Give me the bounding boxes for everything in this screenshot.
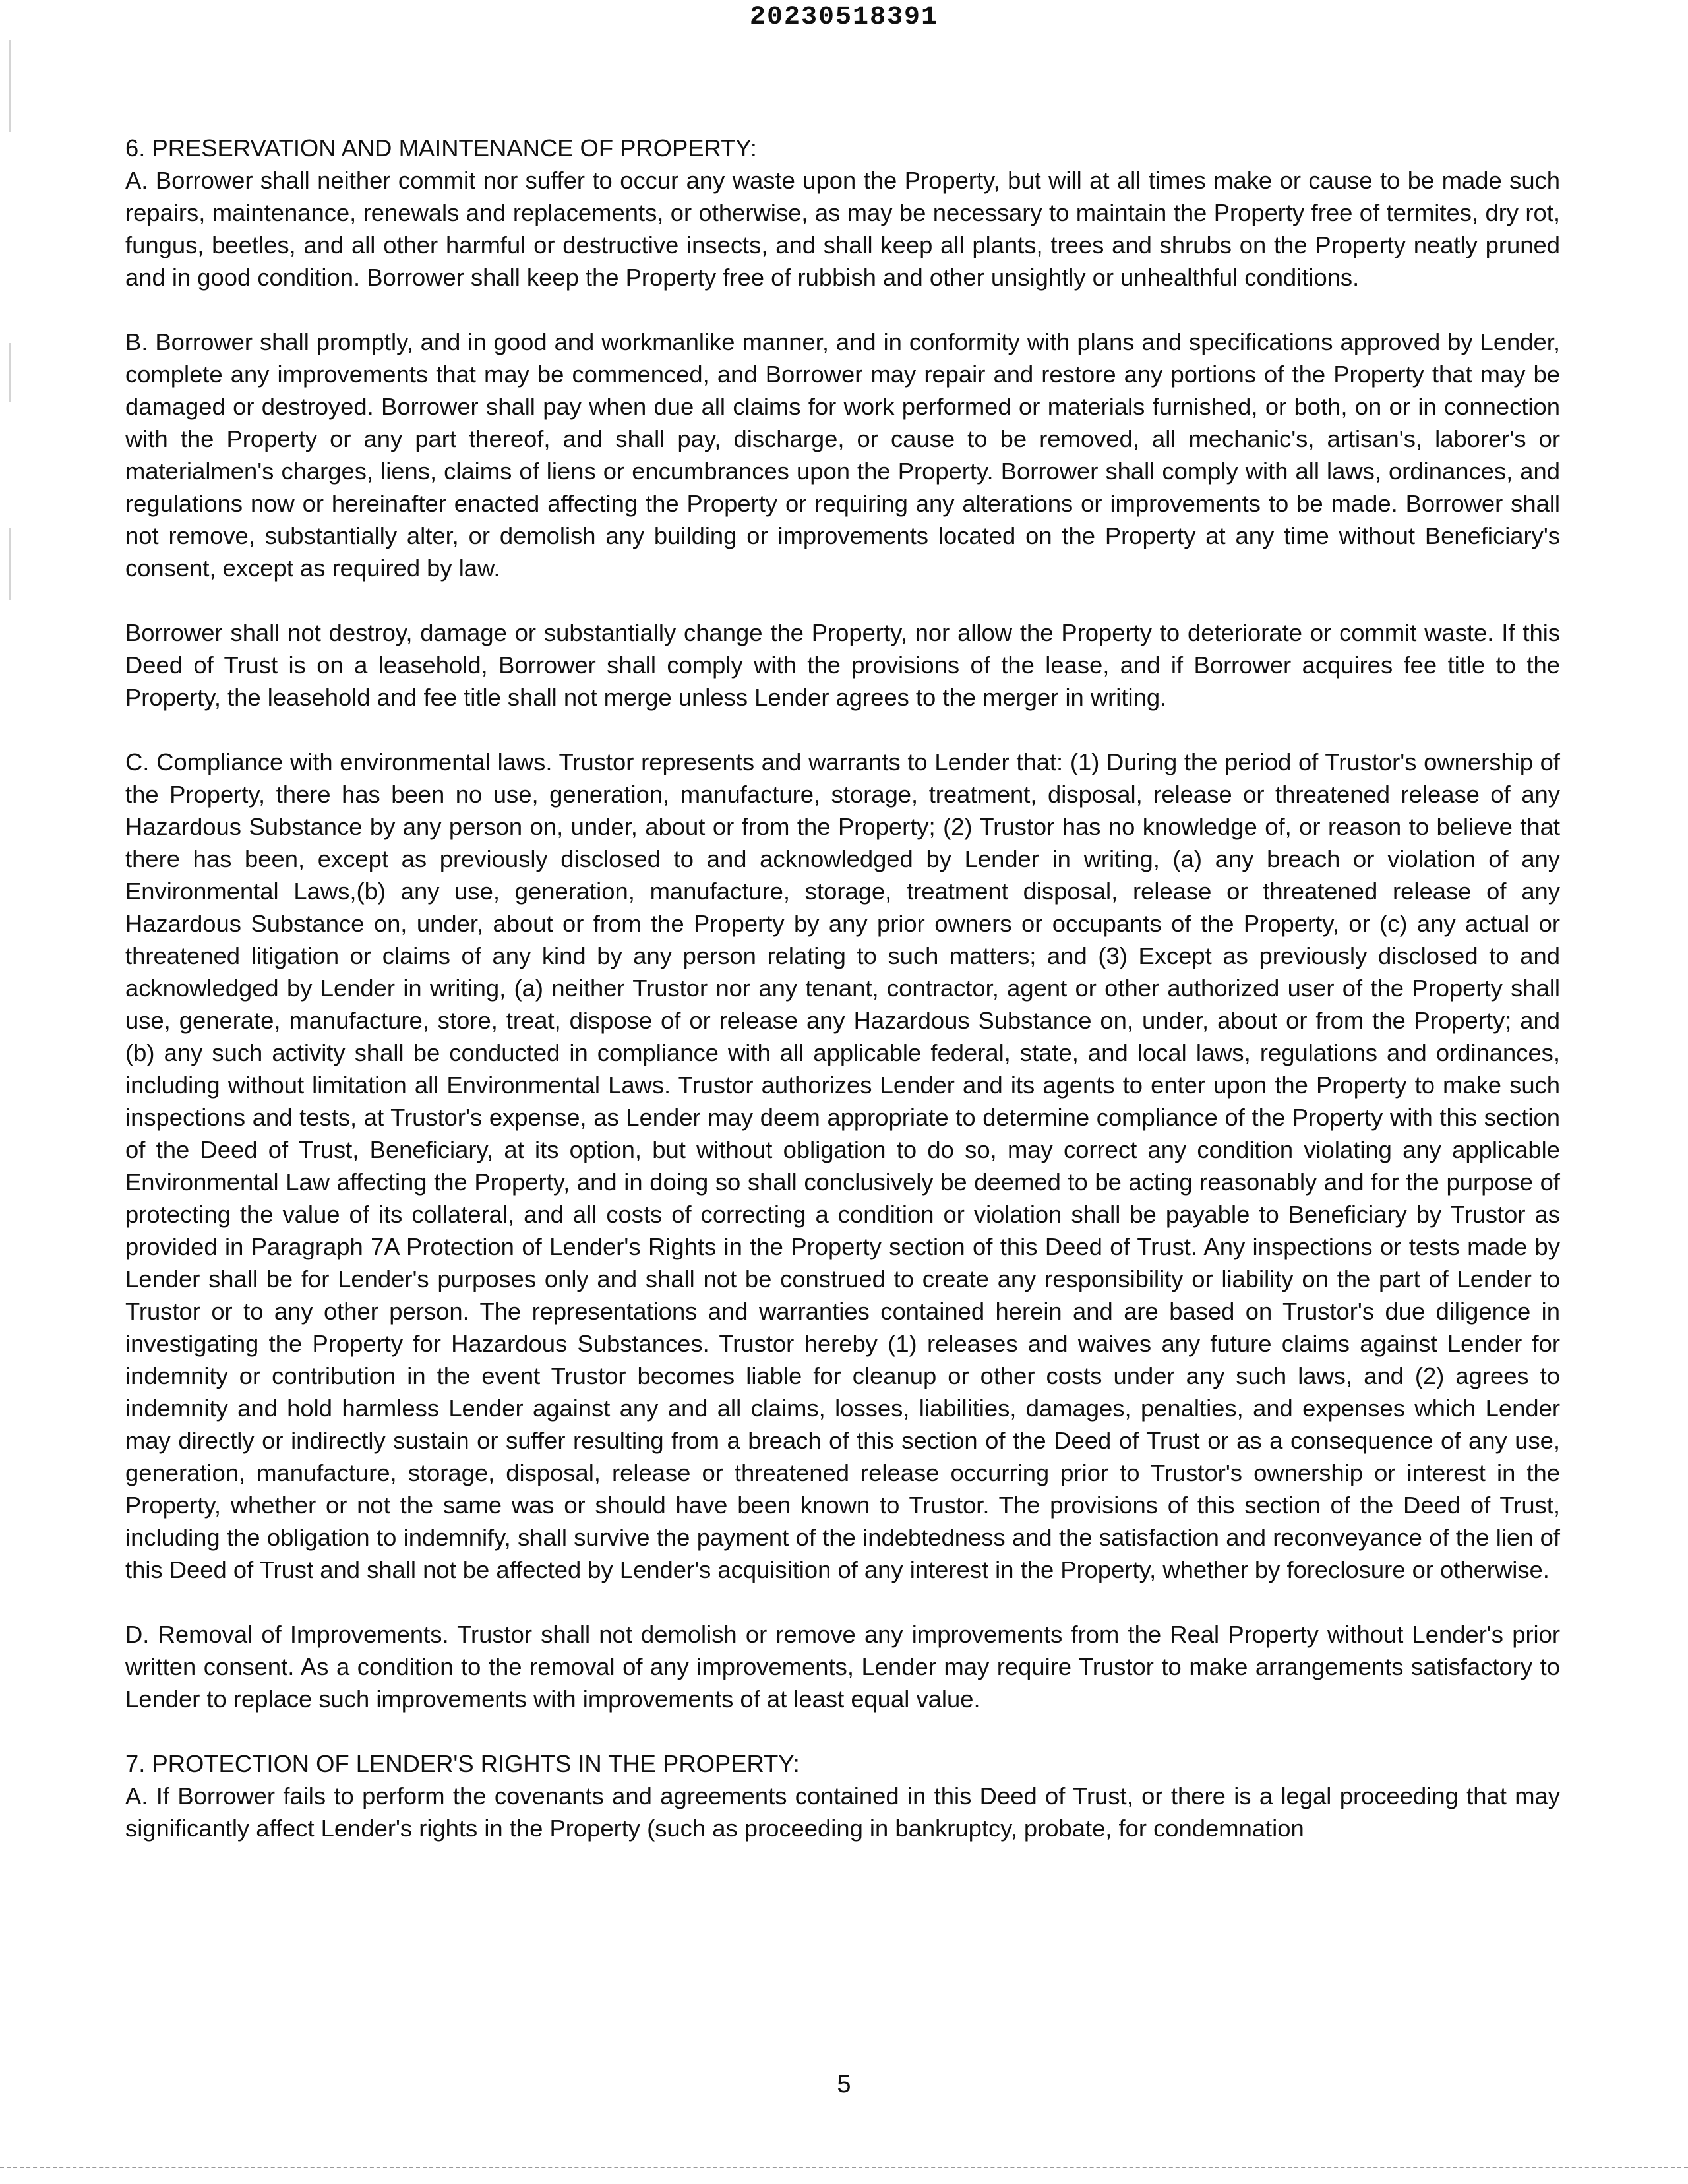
scan-edge-mark <box>9 343 11 402</box>
section-7a-paragraph: A. If Borrower fails to perform the covenants and agreements contained in this Deed of Trust, or there is a legal proceeding that may significantly affect Lender's rights in the Property (such as proceeding in bankruptcy, probate, for condemnation <box>125 1782 1560 1842</box>
section-6-heading: 6. PRESERVATION AND MAINTENANCE OF PROPERTY: <box>125 135 757 162</box>
document-number: 20230518391 <box>749 3 939 32</box>
paragraph-gap <box>125 713 1560 746</box>
section-6c-paragraph: C. Compliance with environmental laws. Trustor represents and warrants to Lender that: (1) During the period of Trustor's ownership of the Property, there has been no use, generation, manufacture, storage, treatment, disposal, release or threatened release of any Hazardous Substance by any person on, under, about or from the Property; (2) Trustor has no knowledge of, or reason to believe that there has been, except as previously disclosed to and acknowledged by Lender in writing, (a) any breach or violation of any Environmental Laws,(b) any use, generation, manufacture, storage, treatment disposal, release or threatened release of any Hazardous Substance on, under, about or from the Property by any prior owners or occupants of the Property, or (c) any actual or threatened litigation or claims of any kind by any person relating to such matters; and (3) Except as previously disclosed to and acknowledged by Lender in writing, (a) neither Trustor nor any tenant, contractor, agent or other authorized user of the Property shall use, generate, manufacture, store, treat, dispose of or release any Hazardous Substance on, under, about or from the Property; and (b) any such activity shall be conducted in compliance with all applicable federal, state, and local laws, regulations and ordinances, including without limitation all Environmental Laws. Trustor authorizes Lender and its agents to enter upon the Property to make such inspections and tests, at Trustor's expense, as Lender may deem appropriate to determine compliance of the Property with this section of the Deed of Trust, Beneficiary, at its option, but without obligation to do so, may correct any condition violating any applicable Environmental Law affecting the Property, and in doing so shall conclusively be deemed to be acting reasonably and for the purpose of protecting the value of its collateral, and all costs of correcting a condition or violation shall be payable to Beneficiary by Trustor as provided in Paragraph 7A Protection of Lender's Rights in the Property section of this Deed of Trust. Any inspections or tests made by Lender shall be for Lender's purposes only and shall not be construed to create any responsibility or liability on the part of Lender to Trustor or to any other person. The representations and warranties contained herein and are based on Trustor's due diligence in investigating the Property for Hazardous Substances. Trustor hereby (1) releases and waives any future claims against Lender for indemnity or contribution in the event Trustor becomes liable for cleanup or other costs under any such laws, and (2) agrees to indemnity and hold harmless Lender against any and all claims, losses, liabilities, damages, penalties, and expenses which Lender may directly or indirectly sustain or suffer resulting from a breach of this section of the Deed of Trust or as a consequence of any use, generation, manufacture, storage, disposal, release or threatened release occurring prior to Trustor's ownership or interest in the Property, whether or not the same was or should have been known to Trustor. The provisions of this section of the Deed of Trust, including the obligation to indemnify, shall survive the payment of the indebtedness and the satisfaction and reconveyance of the lien of this Deed of Trust and shall not be affected by Lender's acquisition of any interest in the Property, whether by foreclosure or otherwise. <box>125 748 1560 1583</box>
scan-edge-mark <box>9 528 11 600</box>
section-7-heading: 7. PROTECTION OF LENDER'S RIGHTS IN THE PROPERTY: <box>125 1750 800 1777</box>
document-body <box>125 132 1560 1844</box>
section-6b-paragraph: B. Borrower shall promptly, and in good and workmanlike manner, and in conformity with plans and specifications approved by Lender, complete any improvements that may be commenced, and Borrower may repair and restore any portions of the Property that may be damaged or destroyed. Borrower shall pay when due all claims for work performed or materials furnished, or both, on or in connection with the Property or any part thereof, and shall pay, discharge, or cause to be removed, all mechanic's, artisan's, laborer's or materialmen's charges, liens, claims of liens or encumbrances upon the Property. Borrower shall comply with all laws, ordinances, and regulations now or hereinafter enacted affecting the Property or requiring any alterations or improvements to be made. Borrower shall not remove, substantially alter, or demolish any building or improvements located on the Property at any time without Beneficiary's consent, except as required by law. <box>125 328 1560 582</box>
section-6a-paragraph: A. Borrower shall neither commit nor suffer to occur any waste upon the Property, but will at all times make or cause to be made such repairs, maintenance, renewals and replacements, or otherwise, as may be necessary to maintain the Property free of termites, dry rot, fungus, beetles, and all other harmful or destructive insects, and shall keep all plants, trees and shrubs on the Property neatly pruned and in good condition. Borrower shall keep the Property free of rubbish and other unsightly or unhealthful conditions. <box>125 167 1560 291</box>
footer-divider <box>0 2167 1688 2168</box>
section-6b-continuation-paragraph: Borrower shall not destroy, damage or substantially change the Property, nor allow the Property to deteriorate or commit waste. If this Deed of Trust is on a leasehold, Borrower shall comply with the provisions of the lease, and if Borrower acquires fee title to the Property, the leasehold and fee title shall not merge unless Lender agrees to the merger in writing. <box>125 619 1560 711</box>
scan-edge-mark <box>9 40 11 132</box>
section-6d-paragraph: D. Removal of Improvements. Trustor shall not demolish or remove any improvements from the Real Property without Lender's prior written consent. As a condition to the removal of any improvements, Lender may require Trustor to make arrangements satisfactory to Lender to replace such improvements with improvements of at least equal value. <box>125 1621 1560 1713</box>
paragraph-gap <box>125 293 1560 326</box>
paragraph-gap <box>125 1715 1560 1747</box>
paragraph-gap <box>125 1586 1560 1618</box>
page-number: 5 <box>837 2071 851 2098</box>
paragraph-gap <box>125 584 1560 617</box>
